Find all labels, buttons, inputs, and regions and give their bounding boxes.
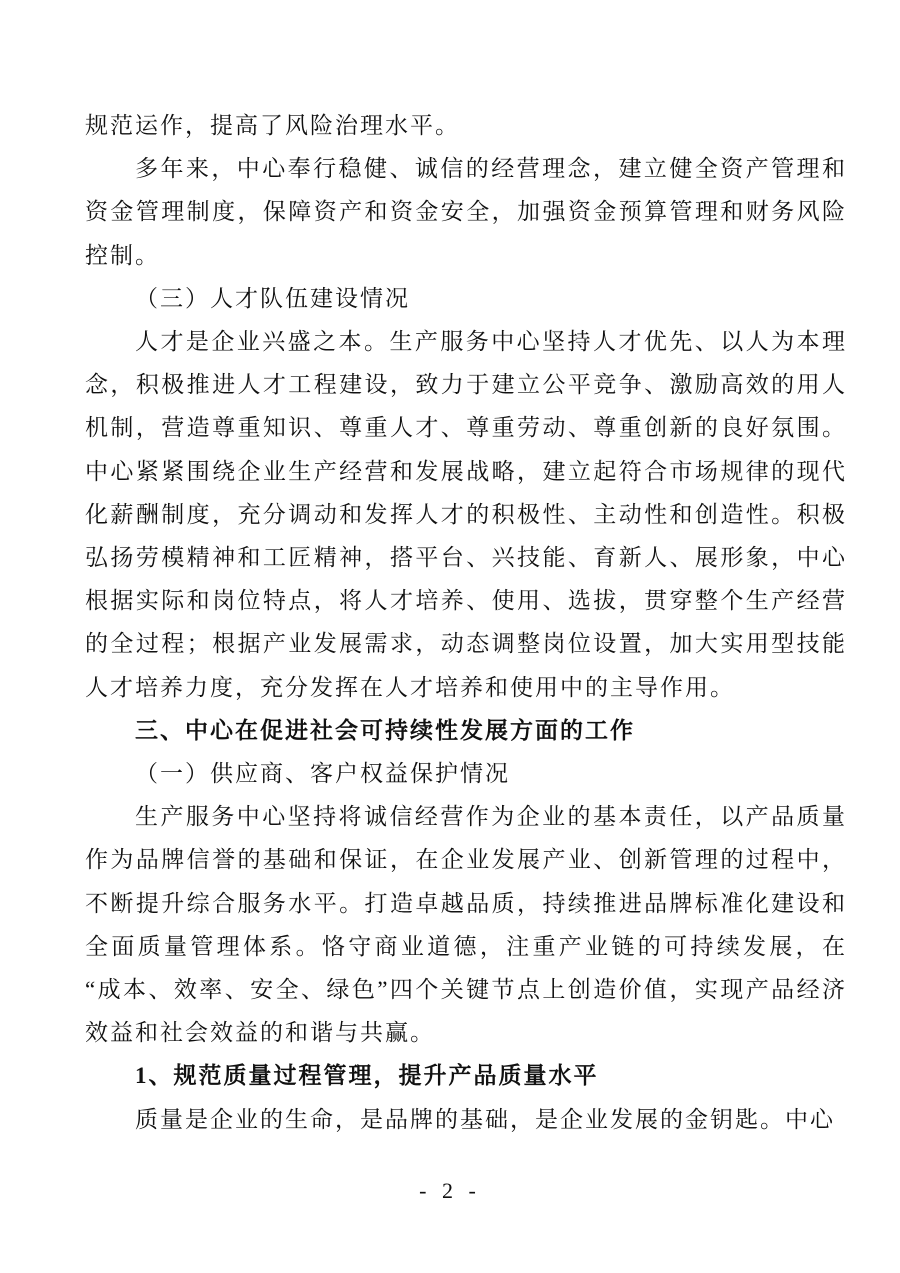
page-number: - 2 -: [419, 1178, 481, 1203]
paragraph-integrity: 生产服务中心坚持将诚信经营作为企业的基本责任，以产品质量作为品牌信誉的基础和保证，在企业发展产业、创新管理的过程中，不断提升综合服务水平。打造卓越品质，持续推进品牌标准化建设和全面质量管理体系。恪守商业道德，注重产业链的可持续发展，在“成本、效率、安全、绿色”四个关键节点上创造价值，实现产品经济效益和社会效益的和谐与共赢。: [85, 804, 847, 1046]
section-heading-sustainability: 三、中心在促进社会可持续性发展方面的工作: [135, 716, 635, 743]
paragraph-quality: 质量是企业的生命，是品牌的基础，是企业发展的金钥匙。中心: [135, 1106, 835, 1132]
subsection-heading-talent: （三）人才队伍建设情况: [135, 285, 410, 311]
document-content: [85, 104, 847, 1141]
paragraph-talent: 人才是企业兴盛之本。生产服务中心坚持人才优先、以人为本理念，积极推进人才工程建设，致力于建立公平竞争、激励高效的用人机制，营造尊重知识、尊重人才、尊重劳动、尊重创新的良好氛围。中心紧紧围绕企业生产经营和发展战略，建立起符合市场规律的现代化薪酬制度，充分调动和发挥人才的积极性、主动性和创造性。积极弘扬劳模精神和工匠精神，搭平台、兴技能、育新人、展形象，中心根据实际和岗位特点，将人才培养、使用、选拔，贯穿整个生产经营的全过程；根据产业发展需求，动态调整岗位设置，加大实用型技能人才培养力度，充分发挥在人才培养和使用中的主导作用。: [85, 329, 847, 700]
paragraph-operations: 多年来，中心奉行稳健、诚信的经营理念，建立健全资产管理和资金管理制度，保障资产和资金安全，加强资金预算管理和财务风险控制。: [85, 156, 847, 268]
numbered-heading-quality: 1、规范质量过程管理，提升产品质量水平: [135, 1063, 599, 1089]
subsection-heading-supplier-customer: （一）供应商、客户权益保护情况: [135, 761, 510, 787]
paragraph-continuation: 规范运作，提高了风险治理水平。: [85, 113, 460, 138]
